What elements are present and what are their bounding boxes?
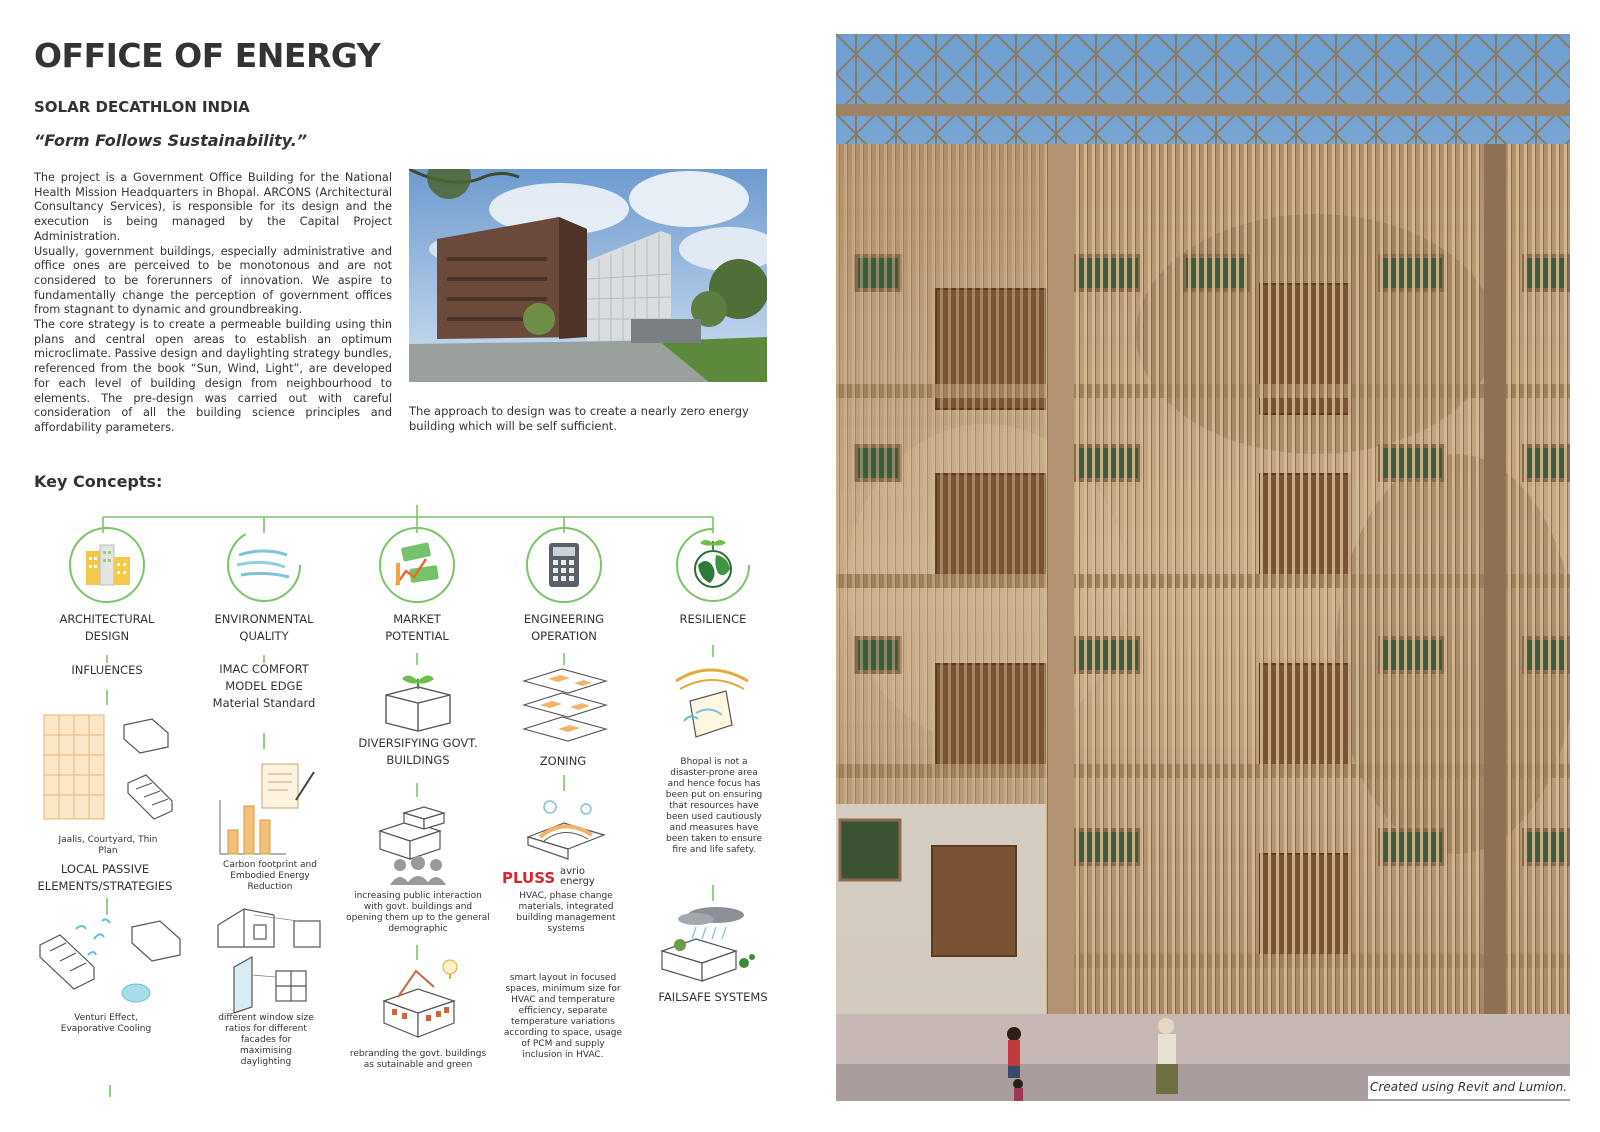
building-exterior-illustration — [409, 169, 767, 382]
rebranding-building-icon — [378, 957, 468, 1048]
concept-title-market: MARKET POTENTIAL — [385, 612, 449, 643]
window-ratio-icon — [214, 895, 324, 1020]
calculator-icon — [547, 541, 581, 594]
concept-note-layout: smart layout in focused spaces, minimum size for HVAC and temperature efficiency, separate temperature variations according to space, usage of PCM and supply inclusion in HVAC. — [503, 973, 623, 1060]
intro-paragraph: The project is a Government Office Building for the National Health Mission Headquarters in Bhopal. ARCONS (Architectural Consultancy Services), is responsible for its design and the execution is being managed by the Capital Project Administration. — [34, 171, 392, 243]
page-subtitle: SOLAR DECATHLON INDIA — [34, 98, 250, 116]
building-exterior-image — [409, 169, 767, 382]
facade-render-illustration — [836, 34, 1570, 1101]
image-caption: The approach to design was to create a nearly zero energy building which will be self sufficient. — [409, 404, 749, 433]
pluss-logo: PLUSS — [502, 869, 556, 887]
jaali-facade-icon — [42, 713, 182, 828]
concept-note-carbon: Carbon footprint and Embodied Energy Reduction — [223, 860, 317, 892]
venturi-cooling-icon — [36, 917, 186, 1014]
intro-text — [34, 171, 392, 436]
concept-sub-diversifying: DIVERSIFYING GOVT. BUILDINGS — [358, 736, 478, 767]
key-concepts-diagram — [30, 505, 780, 1100]
globe-plant-icon — [688, 535, 738, 596]
concept-note-public: increasing public interaction with govt. buildings and opening them up to the general demographic — [346, 891, 490, 934]
wind-icon — [235, 545, 293, 590]
public-interaction-icon — [370, 801, 464, 890]
concept-note-bhopal: Bhopal is not a disaster-prone area and hence focus has been put on ensuring that resources have been used cautiously and measures have been taken to ensure fire and life safety. — [665, 757, 763, 855]
carbon-chart-icon — [216, 760, 326, 861]
concept-sub-imac: IMAC COMFORT MODEL EDGE Material Standard — [212, 662, 316, 710]
concept-note-windows: different window size ratios for different facades for maximising daylighting — [218, 1013, 314, 1067]
concept-title-architectural: ARCHITECTURAL DESIGN — [59, 612, 155, 643]
intro-paragraph: The core strategy is to create a permeable building using thin plans and central open areas to establish an optimum microclimate. Passive design and daylighting strategy bundles, referenced from the book “Sun, Wind, Light”, are developed for each level of building design from neighbourhood to elements. The pre-design was carried out with careful consideration of all the building science principles and affordability parameters. — [34, 318, 392, 434]
facade-render-image — [836, 34, 1570, 1101]
concept-title-engineering: ENGINEERING OPERATION — [523, 612, 605, 643]
tagline: “Form Follows Sustainability.” — [34, 131, 308, 150]
concept-label-failsafe: FAILSAFE SYSTEMS — [658, 990, 768, 1004]
concept-title-environmental: ENVIRONMENTAL QUALITY — [214, 612, 314, 643]
building-icon — [82, 543, 134, 592]
page-title: OFFICE OF ENERGY — [34, 36, 381, 75]
zoning-layers-icon — [518, 667, 612, 752]
concept-sub-zoning: ZONING — [539, 754, 587, 768]
money-growth-icon — [392, 541, 442, 594]
avrio-energy-logo: avrio energy — [560, 866, 595, 887]
hvac-system-icon — [520, 797, 610, 868]
resilience-shield-icon — [670, 661, 754, 752]
intro-paragraph: Usually, government buildings, especially administrative and office ones are perceived to be monotonous and are not considered to be forerunners of innovation. We aspire to fundamentally change the perception of government offices from stagnant to dynamic and groundbreaking. — [34, 244, 392, 317]
concept-note-hvac: HVAC, phase change materials, integrated building management systems — [516, 891, 616, 934]
concept-note-venturi: Venturi Effect, Evaporative Cooling — [60, 1013, 152, 1034]
box-plant-icon — [380, 669, 454, 738]
key-concepts-heading: Key Concepts: — [34, 472, 163, 491]
concept-sub-influences: INFLUENCES — [71, 663, 143, 677]
concept-label-passive: LOCAL PASSIVE ELEMENTS/STRATEGIES — [37, 862, 173, 893]
render-credit: Created using Revit and Lumion. — [1368, 1076, 1570, 1099]
failsafe-systems-icon — [656, 905, 760, 990]
concept-note-jaalis: Jaalis, Courtyard, Thin Plan — [58, 835, 158, 856]
concept-note-rebranding: rebranding the govt. buildings as sutainable and green — [349, 1049, 487, 1070]
concept-title-resilience: RESILIENCE — [679, 612, 747, 626]
